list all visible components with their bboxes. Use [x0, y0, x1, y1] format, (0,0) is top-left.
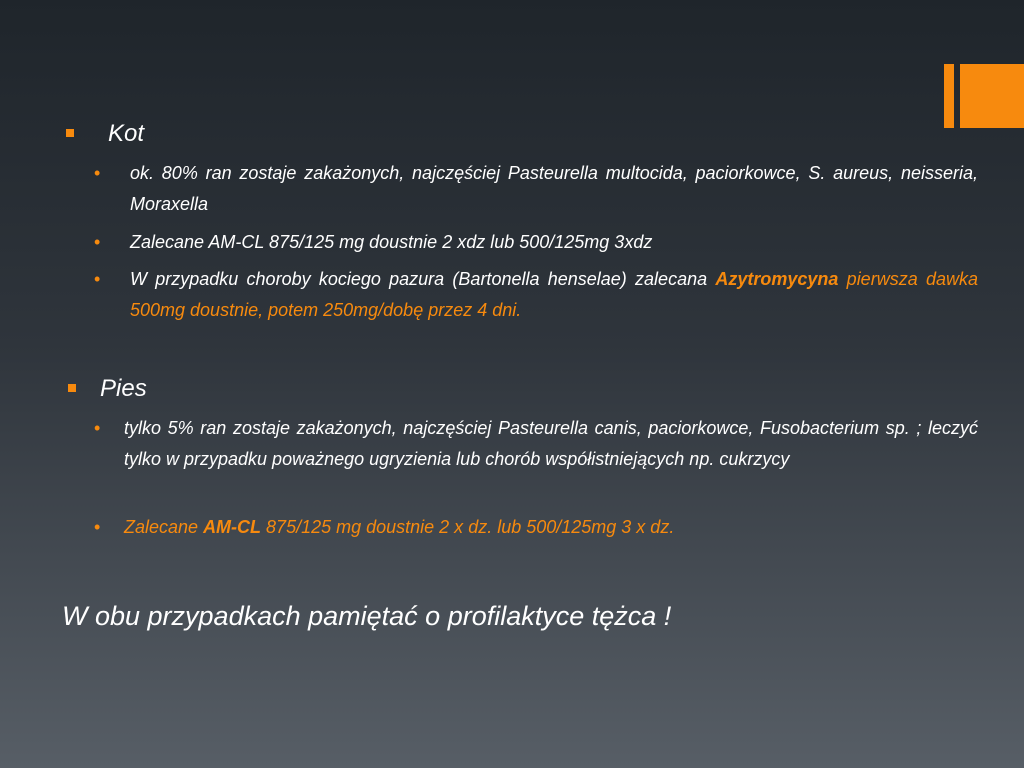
section-heading-text: Kot — [108, 120, 145, 147]
dot-bullet-icon: • — [94, 517, 101, 537]
dot-bullet-icon: • — [94, 418, 101, 438]
dot-bullet-icon: • — [94, 269, 101, 289]
dot-bullet-icon: • — [94, 163, 101, 183]
list-item — [94, 227, 978, 258]
highlight-dosage-text: pierwsza dawka 500mg doustnie, potem 250mg/dobę przez 4 dni. — [130, 269, 978, 320]
list-item-text: W przypadku choroby kociego pazura (Bartonella henselae) zalecana — [130, 269, 708, 289]
section-heading-text: Pies — [100, 375, 147, 402]
list-item-text: tylko 5% ran zostaje zakażonych, najczęściej Pasteurella canis, paciorkowce, Fusobacterium sp. ; leczyć tylko w przypadku poważnego ugryzienia lub chorób współistniejących np. cukrzycy — [124, 418, 978, 469]
highlight-drug-name: Azytromycyna — [715, 269, 839, 289]
list-item — [94, 413, 978, 475]
list-item-text: Zalecane — [124, 517, 204, 537]
footer-note: W obu przypadkach pamiętać o profilaktyce tężca ! — [62, 601, 672, 631]
list-item — [94, 512, 978, 543]
list-item-text: Zalecane AM-CL 875/125 mg doustnie 2 xdz lub 500/125mg 3xdz — [130, 232, 653, 252]
dot-bullet-icon: • — [94, 232, 101, 252]
highlight-dosage-text: 875/125 mg doustnie 2 x dz. lub 500/125mg 3 x dz. — [261, 517, 675, 537]
list-item — [94, 264, 978, 326]
list-item — [94, 158, 978, 220]
square-bullet-icon — [68, 384, 76, 392]
square-bullet-icon — [66, 129, 74, 137]
highlight-drug-name: AM-CL — [203, 517, 262, 537]
list-item-text: ok. 80% ran zostaje zakażonych, najczęściej Pasteurella multocida, paciorkowce, S. aureus, neisseria, Moraxella — [130, 163, 978, 214]
